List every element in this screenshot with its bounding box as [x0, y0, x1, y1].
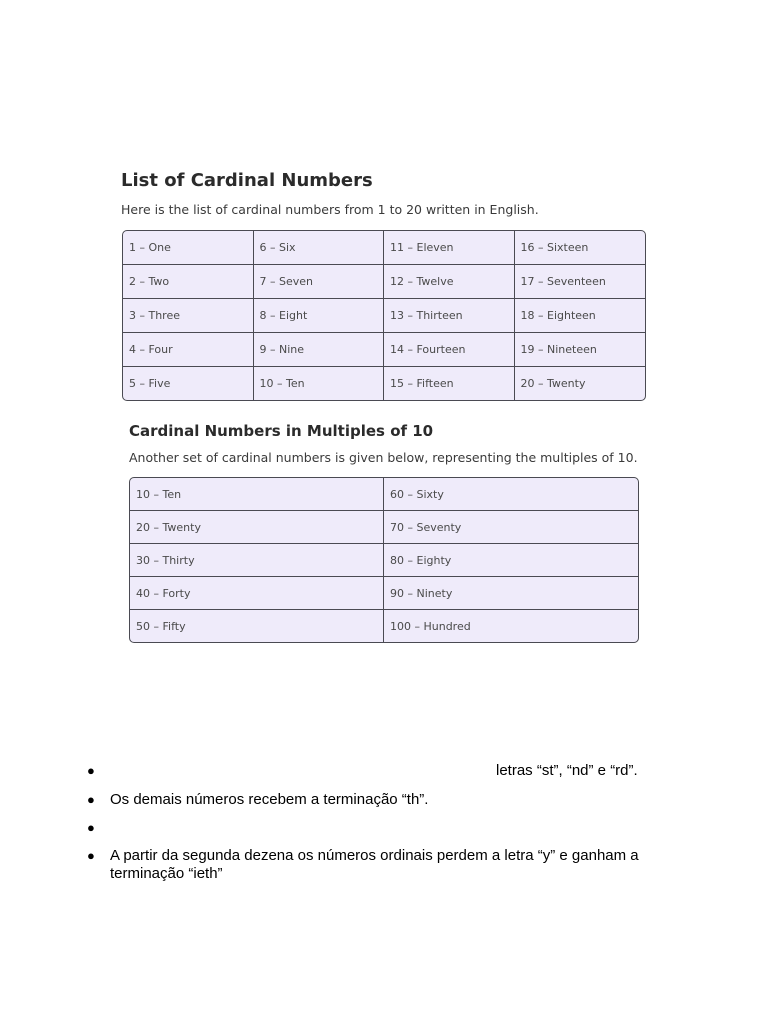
table-row — [130, 610, 638, 642]
table-row — [130, 577, 638, 610]
table-cell: 9 – Nine — [254, 333, 385, 367]
list-item — [84, 791, 684, 809]
cardinal-list-title: List of Cardinal Numbers — [121, 170, 373, 191]
table-cell: 14 – Fourteen — [384, 333, 515, 367]
table-cell: 4 – Four — [123, 333, 254, 367]
table-row — [130, 511, 638, 544]
table-cell: 30 – Thirty — [130, 544, 384, 577]
bullet-icon: ● — [87, 820, 95, 835]
list-item-text: Os demais números recebem a terminação “th”. — [110, 791, 429, 808]
cardinal-list-description: Here is the list of cardinal numbers from 1 to 20 written in English. — [121, 202, 539, 217]
table-row — [123, 231, 645, 265]
bullet-icon: ● — [87, 792, 95, 807]
table-cell: 18 – Eighteen — [515, 299, 646, 333]
list-item-text: letras “st”, “nd” e “rd”. — [496, 762, 638, 779]
table-cell: 3 – Three — [123, 299, 254, 333]
table-cell: 70 – Seventy — [384, 511, 638, 544]
table-cell: 10 – Ten — [254, 367, 385, 400]
multiples-table — [129, 477, 639, 643]
table-row — [123, 367, 645, 400]
table-cell: 100 – Hundred — [390, 619, 471, 633]
list-item — [84, 762, 684, 780]
table-row — [130, 478, 638, 511]
multiples-title: Cardinal Numbers in Multiples of 10 — [129, 422, 434, 440]
table-row — [123, 299, 645, 333]
bullet-icon: ● — [87, 763, 95, 778]
table-cell: 20 – Twenty — [520, 377, 586, 390]
table-cell: 11 – Eleven — [384, 231, 515, 265]
table-cell: 7 – Seven — [254, 265, 385, 299]
bullet-list — [84, 762, 684, 883]
table-cell: 60 – Sixty — [384, 478, 638, 511]
table-cell: 80 – Eighty — [384, 544, 638, 577]
table-cell: 40 – Forty — [130, 577, 384, 610]
multiples-description: Another set of cardinal numbers is given below, representing the multiples of 10. — [129, 450, 638, 465]
bullet-icon: ● — [87, 848, 95, 863]
cardinal-numbers-table — [122, 230, 646, 401]
table-cell: 8 – Eight — [254, 299, 385, 333]
table-row — [130, 544, 638, 577]
list-item — [84, 847, 684, 883]
table-cell: 15 – Fifteen — [384, 367, 515, 400]
table-cell: 19 – Nineteen — [515, 333, 646, 367]
list-item — [84, 819, 684, 837]
list-item-text: A partir da segunda dezena os números ordinais perdem a letra “y” e ganham a terminação “ieth” — [110, 847, 639, 882]
table-cell: 5 – Five — [123, 367, 254, 400]
table-cell: 2 – Two — [123, 265, 254, 299]
table-cell: 16 – Sixteen — [515, 231, 646, 265]
table-cell: 10 – Ten — [130, 478, 384, 511]
table-row — [123, 333, 645, 367]
table-cell: 50 – Fifty — [130, 610, 384, 642]
table-cell: 12 – Twelve — [384, 265, 515, 299]
table-cell: 6 – Six — [254, 231, 385, 265]
table-cell: 90 – Ninety — [384, 577, 638, 610]
table-cell: 1 – One — [123, 231, 254, 265]
table-cell: 13 – Thirteen — [384, 299, 515, 333]
table-cell: 17 – Seventeen — [515, 265, 646, 299]
table-row — [123, 265, 645, 299]
table-cell: 20 – Twenty — [130, 511, 384, 544]
